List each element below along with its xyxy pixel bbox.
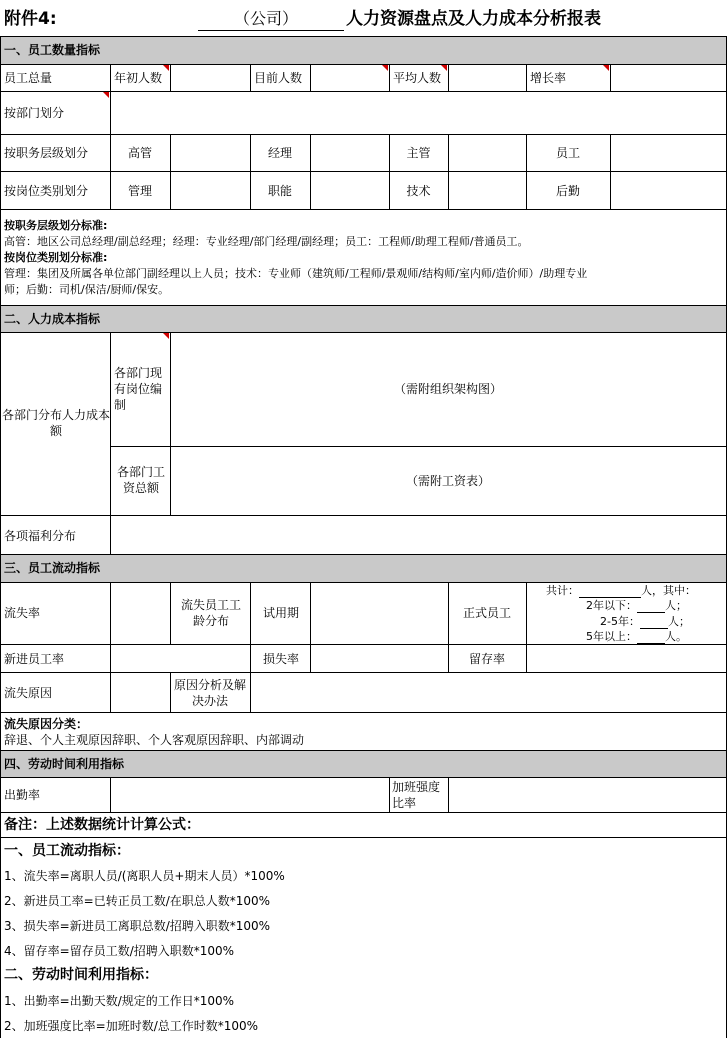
pos-management: 管理 [127, 184, 152, 198]
summary-over5-unit: 人。 [665, 630, 687, 643]
summary-under2-label: 2年以下： [586, 599, 637, 612]
average-count-label: 平均人数 [393, 71, 442, 85]
summary-2to5-label: 2-5年： [600, 615, 640, 628]
remarks-h2: 二、劳动时间利用指标： [4, 967, 158, 983]
summary-over5-label: 5年以上： [586, 630, 637, 643]
remarks-h1: 一、员工流动指标： [4, 843, 130, 859]
analysis-label: 原因分析及解决办法 [174, 678, 247, 708]
summary-under2-unit: 人； [665, 599, 687, 612]
attachment-label: 附件4: [4, 9, 57, 29]
summary-over5-blank[interactable] [637, 631, 665, 644]
current-count-label: 目前人数 [254, 71, 303, 85]
pos-function: 职能 [267, 184, 292, 198]
summary-2to5-unit: 人； [667, 615, 690, 628]
turnover-label: 流失率 [4, 606, 41, 620]
remarks-title: 备注：上述数据统计计算公式： [4, 817, 200, 833]
level-manager: 经理 [267, 146, 292, 160]
section1-header: 一、员工数量指标 [4, 43, 101, 57]
salary-label: 各部门工资总额 [116, 465, 165, 495]
reason-class-text: 辞退、个人主观原因辞职、个人客观原因辞职、内部调动 [4, 733, 305, 747]
by-level-label: 按职务层级划分 [4, 146, 89, 160]
staffing-note: （需附组织架构图） [393, 382, 502, 396]
level-standard-title: 按职务层级划分标准: [4, 219, 108, 232]
level-staff: 员工 [555, 146, 580, 160]
regular-label: 正式员工 [462, 606, 511, 620]
formula-overtime: 2、加班强度比率=加班时数/总工作时数*100% [4, 1019, 259, 1033]
loss-rate-label: 损失率 [263, 652, 300, 666]
position-standard-text: 管理：集团及所属各单位部门副经理以上人员；技术：专业师（建筑师/工程师/景观师/结构师/室内师/造价师）/助理专业 [4, 267, 588, 280]
total-label: 员工总量 [4, 71, 53, 85]
salary-note: （需附工资表） [405, 474, 490, 488]
reason-label: 流失原因 [4, 686, 53, 700]
section3-header: 三、员工流动指标 [4, 561, 101, 575]
new-rate-label: 新进员工率 [4, 652, 65, 666]
reason-class-title: 流失原因分类： [4, 717, 89, 731]
section4-header: 四、劳动时间利用指标 [4, 757, 125, 771]
staffing-label: 各部门现有岗位编制 [114, 366, 163, 412]
formula-loss-rate: 3、损失率=新进员工离职总数/招聘入职数*100% [4, 919, 271, 933]
pos-logistics: 后勤 [555, 184, 580, 198]
level-exec: 高管 [127, 146, 152, 160]
formula-attendance: 1、出勤率=出勤天数/规定的工作日*100% [4, 994, 235, 1008]
company-blank-underline [198, 30, 344, 31]
section2-header: 二、人力成本指标 [4, 312, 101, 326]
welfare-label: 各项福利分布 [4, 529, 77, 543]
position-standard-text-cont: 师；后勤：司机/保洁/厨师/保安。 [4, 283, 170, 296]
probation-label: 试用期 [263, 606, 300, 620]
level-standard-text: 高管：地区公司总经理/副总经理；经理：专业经理/部门经理/副经理；员工：工程师/助理工程师/普通员工。 [4, 235, 529, 248]
by-dept-label: 按部门划分 [4, 106, 65, 120]
dept-cost-label: 各部门分布人力成本额 [2, 408, 111, 438]
formula-new-rate: 2、新进员工率=已转正员工数/在职总人数*100% [4, 894, 271, 908]
summary-under2-blank[interactable] [637, 600, 665, 613]
report-title: 人力资源盘点及人力成本分析报表 [346, 9, 601, 29]
summary-2to5-blank[interactable] [640, 616, 668, 629]
pos-tech: 技术 [406, 184, 431, 198]
section2-band [0, 306, 727, 332]
growth-rate-label: 增长率 [530, 71, 567, 85]
by-position-label: 按岗位类别划分 [4, 184, 89, 198]
retention-label: 留存率 [468, 652, 505, 666]
position-standard-title: 按岗位类别划分标准: [4, 251, 108, 264]
summary-total-label: 共计： [546, 584, 579, 597]
tenure-label: 流失员工工龄分布 [180, 598, 241, 628]
section1-band [0, 37, 727, 64]
company-label: （公司） [234, 9, 299, 28]
level-supervisor: 主管 [406, 146, 431, 160]
formula-retention: 4、留存率=留存员工数/招聘入职数*100% [4, 944, 235, 958]
year-start-label: 年初人数 [114, 71, 163, 85]
attendance-label: 出勤率 [4, 788, 41, 802]
summary-total-blank[interactable] [579, 585, 641, 598]
formula-turnover: 1、流失率=离职人员/(离职人员+期末人员）*100% [4, 869, 285, 883]
section3-band [0, 555, 727, 582]
summary-people-label: 人，其中： [641, 584, 696, 597]
overtime-label: 加班强度比率 [392, 780, 441, 810]
